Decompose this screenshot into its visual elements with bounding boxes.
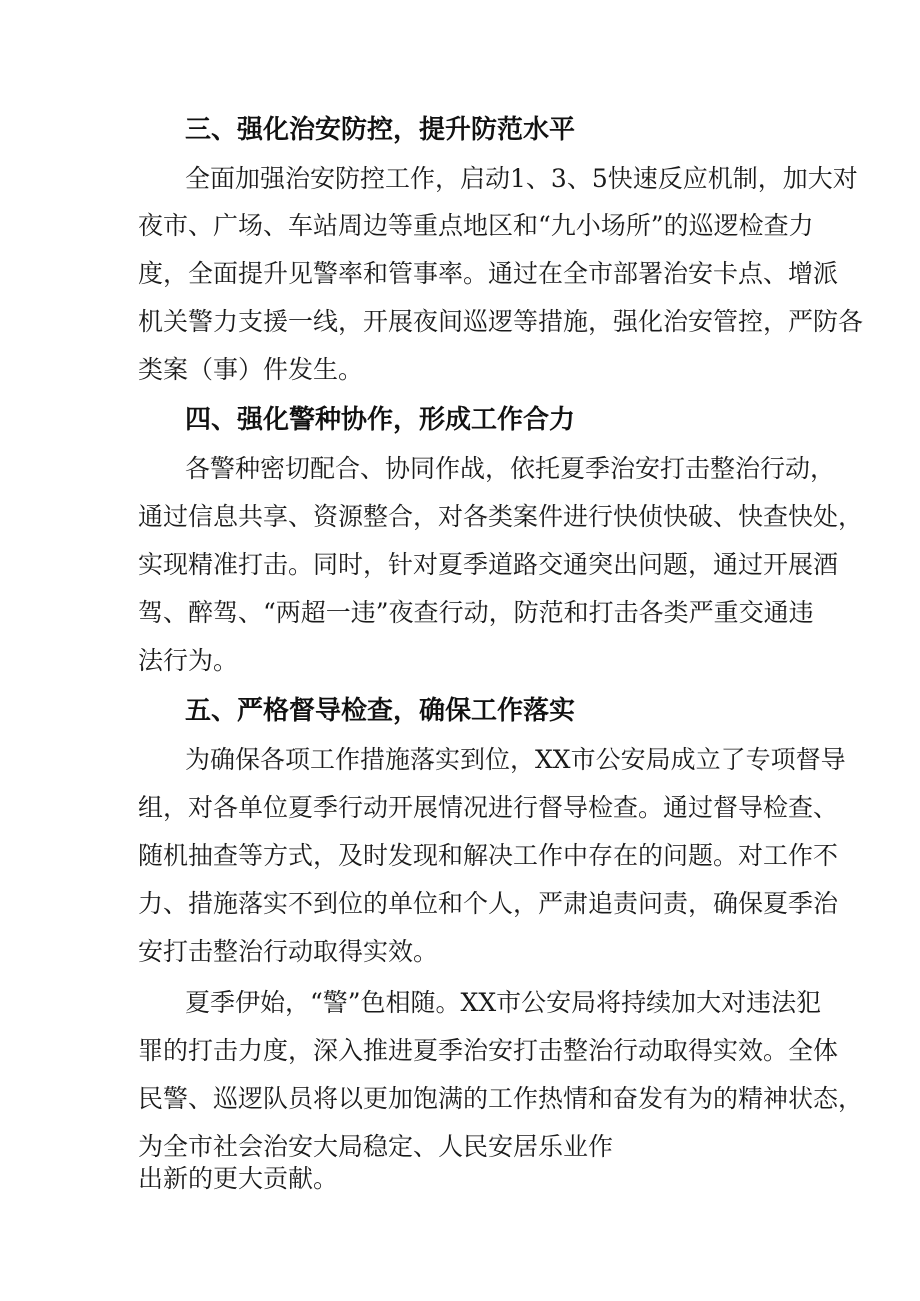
paragraph-line: 力、措施落实不到位的单位和个人，严肃追责问责，确保夏季治 — [138, 889, 839, 918]
section-heading-5: 五、严格督导检查，确保工作落实 — [185, 696, 576, 726]
paragraph-line: 夏季伊始，“警”色相随。XX市公安局将持续加大对违法犯 — [185, 988, 822, 1017]
paragraph-line: 通过信息共享、资源整合，对各类案件进行快侦快破、快查快处， — [138, 502, 864, 531]
paragraph-line: 实现精准打击。同时，针对夏季道路交通突出问题，通过开展酒 — [138, 550, 839, 579]
paragraph-line: 随机抽查等方式，及时发现和解决工作中存在的问题。对工作不 — [138, 841, 839, 870]
paragraph-line: 组，对各单位夏季行动开展情况进行督导检查。通过督导检查、 — [138, 793, 839, 822]
paragraph-line: 夜市、广场、车站周边等重点地区和“九小场所”的巡逻检查力 — [138, 211, 814, 240]
paragraph-line: 驾、醉驾、“两超一违”夜查行动，防范和打击各类严重交通违 — [138, 598, 814, 627]
paragraph-line: 为全市社会治安大局稳定、人民安居乐业作 — [138, 1132, 614, 1161]
section-heading-3: 三、强化治安防控，提升防范水平 — [185, 115, 576, 145]
paragraph-line: 全面加强治安防控工作，启动1、3、5快速反应机制，加大对 — [185, 164, 858, 193]
paragraph-line: 机关警力支援一线，开展夜间巡逻等措施，强化治安管控，严防各 — [138, 307, 864, 336]
paragraph-line: 民警、巡逻队员将以更加饱满的工作热情和奋发有为的精神状态， — [138, 1084, 864, 1113]
paragraph-line: 度，全面提升见警率和管事率。通过在全市部署治安卡点、增派 — [138, 259, 839, 288]
paragraph-line: 各警种密切配合、协同作战，依托夏季治安打击整治行动， — [185, 454, 836, 483]
paragraph-line: 类案（事）件发生。 — [138, 355, 364, 384]
paragraph-line: 法行为。 — [138, 646, 239, 675]
paragraph-line: 为确保各项工作措施落实到位，XX市公安局成立了专项督导 — [185, 745, 846, 774]
paragraph-line: 安打击整治行动取得实效。 — [138, 937, 439, 966]
paragraph-line: 出新的更大贡献。 — [138, 1164, 339, 1193]
section-heading-4: 四、强化警种协作，形成工作合力 — [185, 405, 576, 435]
paragraph-line: 罪的打击力度，深入推进夏季治安打击整治行动取得实效。全体 — [138, 1036, 839, 1065]
